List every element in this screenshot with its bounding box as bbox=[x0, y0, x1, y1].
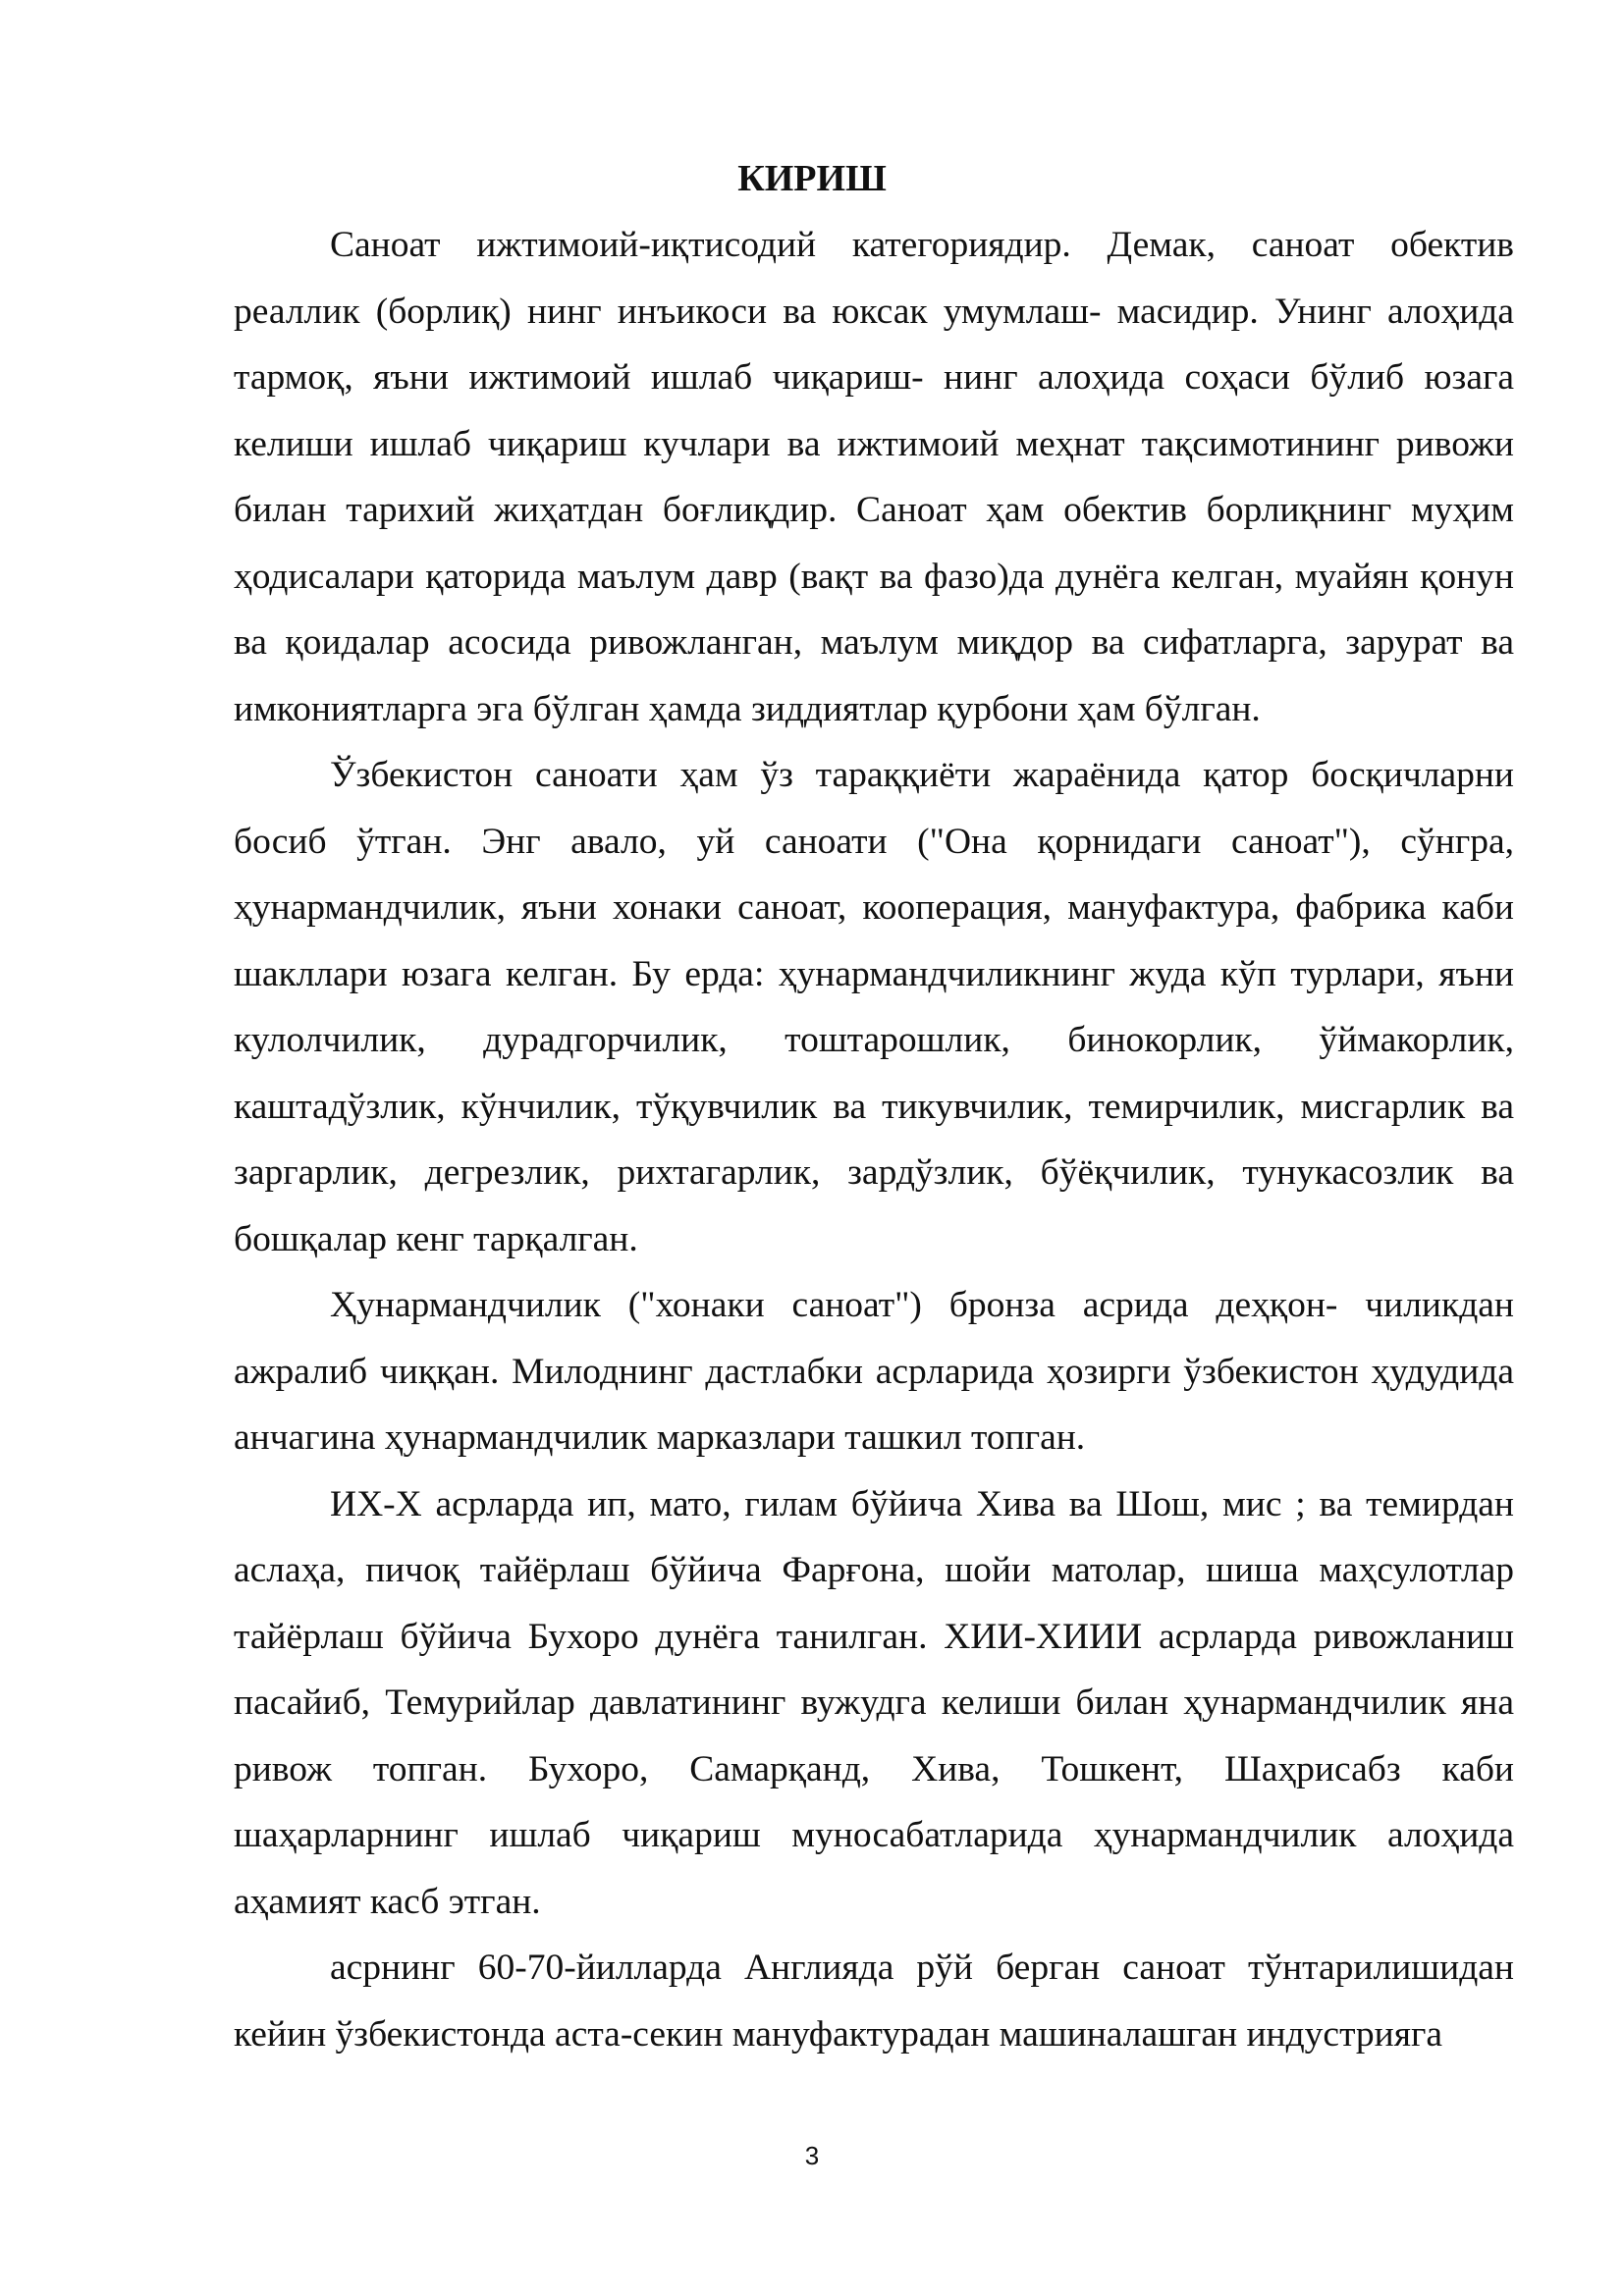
page-title: КИРИШ bbox=[737, 158, 887, 199]
paragraph: Ўзбекистон саноати ҳам ўз тараққиёти жараёнида қатор босқичларни босиб ўтган. Энг авало, уй саноати ("Она қорнидаги саноат"), сўнгра, ҳунармандчилик, яъни хонаки саноат, кооперация, мануфактура, фабрика каби шакллари юзага келган. Бу ерда: ҳунармандчиликнинг жуда кўп турлари, яъни кулолчилик, дурадгорчилик, тоштарошлик, бинокорлик, ўймакорлик, каштадўзлик, кўнчилик, тўқувчилик ва тикувчилик, темирчилик, мисгарлик ва заргарлик, дегрезлик, рихтагарлик, зардўзлик, бўёқчилик, тунукасозлик ва бошқалар кенг тарқалган. bbox=[234, 755, 1514, 1259]
paragraph: Ҳунармандчилик ("хонаки саноат") бронза асрида деҳқон- чиликдан ажралиб чиққан. Милоднинг дастлабки асрларида ҳозирги ўзбекистон ҳудудида анчагина ҳунармандчилик марказлари ташкил топган. bbox=[234, 1285, 1514, 1458]
body-text bbox=[234, 212, 1514, 2067]
paragraph: Саноат ижтимоий-иқтисодий категориядир. Демак, саноат обектив реаллик (борлиқ) нинг инъикоси ва юксак умумлаш- масидир. Унинг алоҳида тармоқ, яъни ижтимоий ишлаб чиқариш- нинг алоҳида соҳаси бўлиб юзага келиши ишлаб чиқариш кучлари ва ижтимоий меҳнат тақсимотининг ривожи билан тарихий жиҳатдан боғлиқдир. Саноат ҳам обектив борлиқнинг муҳим ҳодисалари қаторида маълум давр (вақт ва фазо)да дунёга келган, муайян қонун ва қоидалар асосида ривожланган, маълум миқдор ва сифатларга, зарурат ва имкониятларга эга бўлган ҳамда зиддиятлар қурбони ҳам бўлган. bbox=[234, 225, 1514, 729]
page-number: 3 bbox=[804, 2141, 820, 2170]
paragraph: асрнинг 60-70-йилларда Англияда рўй берган саноат тўнтарилишидан кейин ўзбекистонда аста-секин мануфактурадан машиналашган индустрияга bbox=[234, 1948, 1514, 2055]
paragraph: ИХ-Х асрларда ип, мато, гилам бўйича Хива ва Шош, мис ; ва темирдан аслаҳа, пичоқ тайёрлаш бўйича Фарғона, шойи матолар, шиша маҳсулотлар тайёрлаш бўйича Бухоро дунёга танилган. ХИИ-ХИИИ асрларда ривожланиш пасайиб, Темурийлар давлатининг вужудга келиши билан ҳунармандчилик яна ривож топган. Бухоро, Самарқанд, Хива, Тошкент, Шаҳрисабз каби шаҳарларнинг ишлаб чиқариш муносабатларида ҳунармандчилик алоҳида аҳамият касб этган. bbox=[234, 1483, 1514, 1922]
